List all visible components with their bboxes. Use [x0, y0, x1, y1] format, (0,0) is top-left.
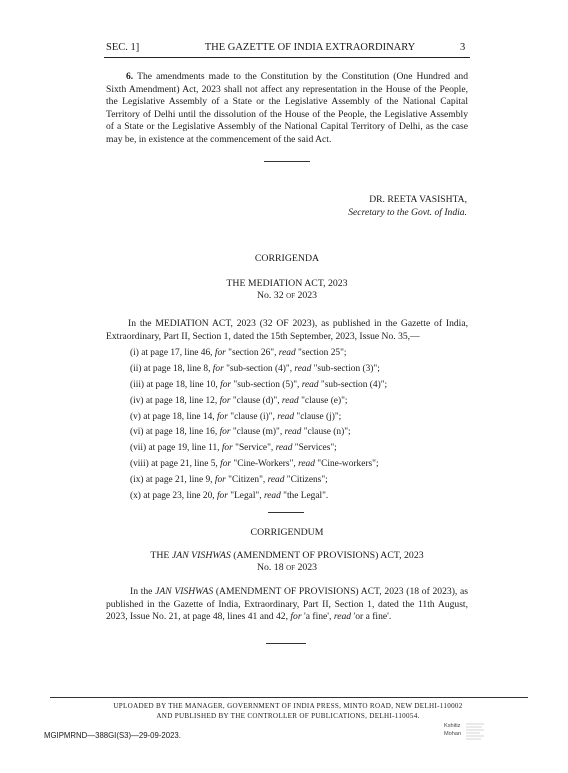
correction-item: (iv) at page 18, line 12, for "clause (d)", read "clause (e)"; [130, 395, 348, 406]
correction-item: (viii) at page 21, line 5, for "Cine-Workers", read "Cine-workers"; [130, 459, 379, 470]
jan-vishwas-act-number [106, 562, 468, 573]
act-number-year: 2023 [297, 562, 318, 573]
clause-text: The amendments made to the Constitution by the Constitution (One Hundred and Sixth Amendment) Act, 2023 shall not affect any representation in the House of the People, the Legislative Assembly of a State or the Legislative Assembly of the National Capital Territory of Delhi until the dissolution of the House of the People, the Legislative Assembly of a State or the Legislative Assembly of the National Capital Territory of Delhi, as the case may be, in existence at the commencement of the said Act. [106, 71, 469, 145]
act-number: No. 32 [256, 290, 284, 301]
clause-number: 6. [126, 71, 134, 82]
corrigendum-heading: CORRIGENDUM [250, 527, 324, 538]
footer-rule [50, 697, 528, 698]
corrections-list [130, 346, 460, 505]
signature-block [300, 193, 467, 219]
jan-vishwas-act-title: THE JAN VISHWAS (AMENDMENT OF PROVISIONS) ACT, 2023 [150, 550, 424, 561]
header-rule [104, 57, 470, 58]
section-divider [264, 161, 310, 162]
mediation-act-number [106, 290, 468, 301]
act-number-of: of [286, 562, 296, 573]
correction-item: (x) at page 23, line 20, for "Legal", read "the Legal". [130, 491, 329, 502]
correction-item: (iii) at page 18, line 10, for "sub-section (5)", read "sub-section (4)"; [130, 379, 388, 390]
digital-signer [444, 722, 461, 738]
signatory-designation: Secretary to the Govt. of India. [348, 207, 467, 218]
gazette-title: THE GAZETTE OF INDIA EXTRAORDINARY [204, 42, 416, 53]
publisher-footer [60, 701, 516, 721]
mediation-act-title: THE MEDIATION ACT, 2023 [226, 278, 348, 289]
jan-vishwas-paragraph: In the JAN VISHWAS (AMENDMENT OF PROVISIONS) ACT, 2023 (18 of 2023), as published in the Gazette of India, Extraordinary, Part II, Section 1, dated the 11th August, 2023, Issue No. 21, at page 48, lines 41 and 42, for 'a fine', read 'or a fine'. [106, 586, 468, 623]
correction-item: (vi) at page 18, line 16, for "clause (m)", read "clause (n)"; [130, 427, 351, 438]
corrigenda-heading: CORRIGENDA [254, 253, 320, 264]
act-number-year: 2023 [297, 290, 318, 301]
clause-6-paragraph [106, 71, 468, 147]
act-number: No. 18 [256, 562, 284, 573]
publisher-line-2: AND PUBLISHED BY THE CONTROLLER OF PUBLICATIONS, DELHI-110054. [156, 712, 420, 720]
correction-item: (v) at page 18, line 14, for "clause (i)", read "clause (j)"; [130, 411, 342, 422]
publisher-line-1: UPLOADED BY THE MANAGER, GOVERNMENT OF INDIA PRESS, MINTO ROAD, NEW DELHI-110002 [113, 702, 463, 710]
signer-last-name: Mohan [444, 731, 462, 737]
correction-item: (i) at page 17, line 46, for "section 26", read "section 25"; [130, 348, 347, 358]
page-number: 3 [460, 42, 466, 53]
signatory-name: DR. REETA VASISHTA, [369, 194, 467, 205]
correction-item: (ii) at page 18, line 8, for "sub-section (4)", read "sub-section (3)"; [130, 363, 380, 374]
correction-item: (ix) at page 21, line 9, for "Citizen", read "Citizens"; [130, 475, 328, 486]
correction-item: (vii) at page 19, line 11, for "Service", read "Services"; [130, 443, 337, 454]
digital-signature-stamp-icon [465, 720, 485, 744]
signer-first-name: Kshitiz [444, 723, 461, 729]
print-code: MGIPMRND—388GI(S3)—29-09-2023. [44, 731, 181, 740]
act-number-of: of [286, 290, 296, 301]
mediation-intro-paragraph: In the MEDIATION ACT, 2023 (32 OF 2023), as published in the Gazette of India, Extraordinary, Part II, Section 1, dated the 15th September, 2023, Issue No. 35,— [106, 318, 468, 342]
section-label: SEC. 1] [106, 42, 140, 53]
section-divider [268, 512, 304, 513]
section-divider [266, 643, 306, 644]
